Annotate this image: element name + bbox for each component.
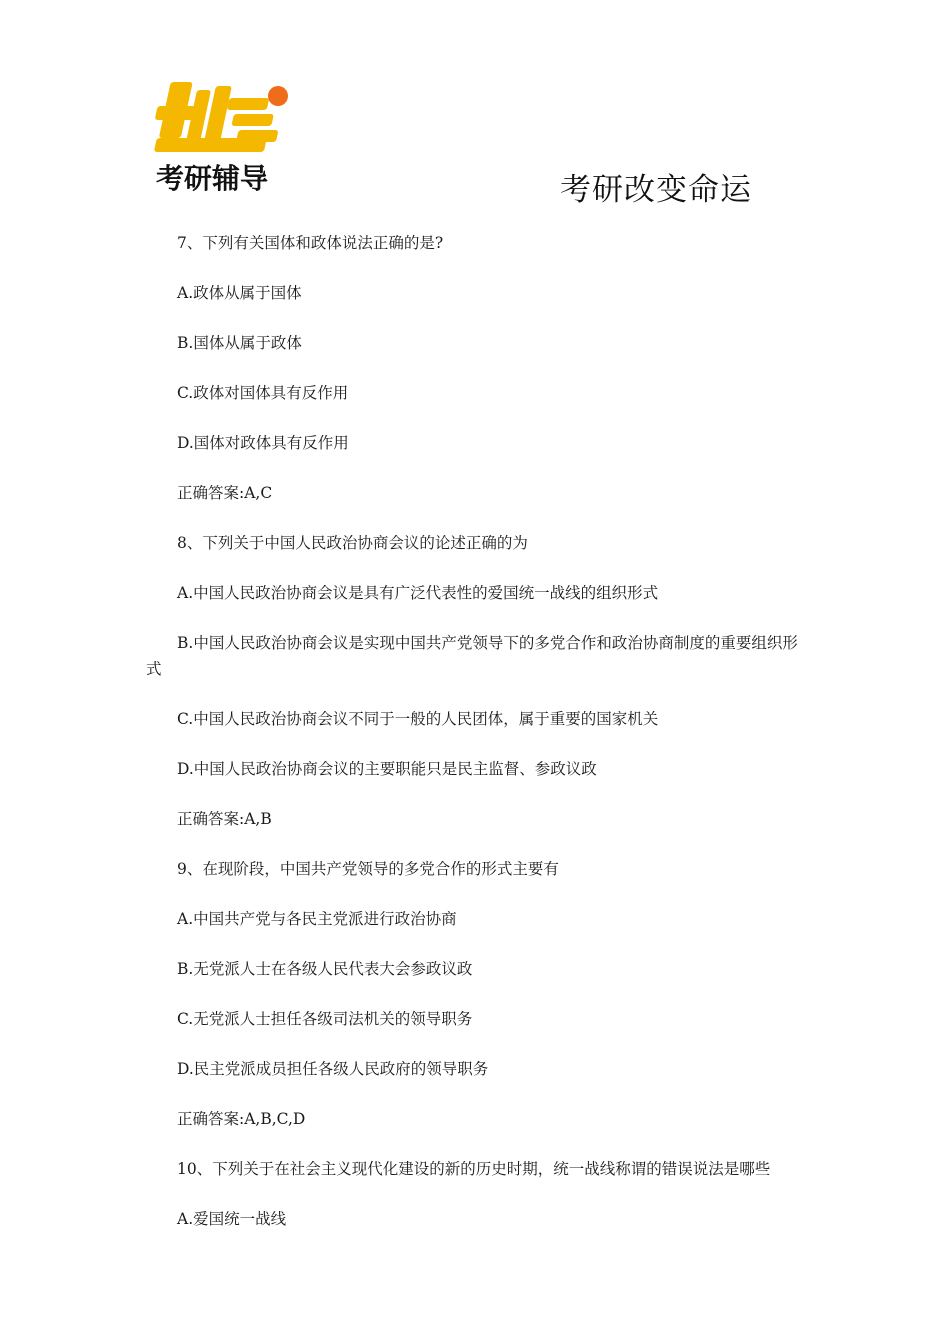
question-7: 7、下列有关国体和政体说法正确的是? <box>177 234 444 252</box>
option-9-a: A.中国共产党与各民主党派进行政治协商 <box>177 910 457 928</box>
answer-8: 正确答案:A,B <box>177 810 272 828</box>
option-8-a: A.中国人民政治协商会议是具有广泛代表性的爱国统一战线的组织形式 <box>177 584 659 602</box>
option-10-a: A.爱国统一战线 <box>177 1210 287 1228</box>
option-8-b: B.中国人民政治协商会议是实现中国共产党领导下的多党合作和政治协商制度的重要组织形式 <box>146 634 798 678</box>
answer-7: 正确答案:A,C <box>177 484 273 502</box>
option-8-d: D.中国人民政治协商会议的主要职能只是民主监督、参政议政 <box>177 760 597 778</box>
page-header <box>0 0 950 220</box>
brand-logo <box>150 76 302 198</box>
option-7-d: D.国体对政体具有反作用 <box>177 434 349 452</box>
question-10: 10、下列关于在社会主义现代化建设的新的历史时期，统一战线称谓的错误说法是哪些 <box>177 1160 771 1178</box>
question-8: 8、下列关于中国人民政治协商会议的论述正确的为 <box>177 534 528 552</box>
question-9: 9、在现阶段，中国共产党领导的多党合作的形式主要有 <box>177 860 559 878</box>
option-8-c: C.中国人民政治协商会议不同于一般的人民团体，属于重要的国家机关 <box>177 710 659 728</box>
option-7-a: A.政体从属于国体 <box>177 284 302 302</box>
logo-caption: 考研辅导 <box>156 162 269 195</box>
slogan: 考研改变命运 <box>560 172 752 208</box>
brand-logo-graphic <box>150 76 302 198</box>
question-list <box>146 230 808 1256</box>
option-9-b: B.无党派人士在各级人民代表大会参政议政 <box>177 960 473 978</box>
option-9-c: C.无党派人士担任各级司法机关的领导职务 <box>177 1010 473 1028</box>
option-9-d: D.民主党派成员担任各级人民政府的领导职务 <box>177 1060 489 1078</box>
option-7-c: C.政体对国体具有反作用 <box>177 384 349 402</box>
answer-9: 正确答案:A,B,C,D <box>177 1110 306 1128</box>
option-7-b: B.国体从属于政体 <box>177 334 302 352</box>
